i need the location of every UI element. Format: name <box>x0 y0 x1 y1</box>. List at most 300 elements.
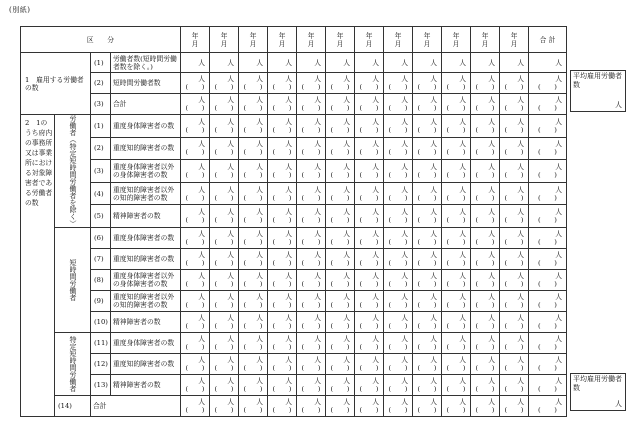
section1-label: 1 雇用する労働者の数 <box>21 53 91 115</box>
month-value-cell[interactable] <box>413 182 442 205</box>
month-value-cell[interactable] <box>297 182 326 205</box>
month-value-cell[interactable] <box>181 375 210 396</box>
paren-value: ( ) <box>272 301 292 309</box>
total-value-cell[interactable] <box>529 291 567 312</box>
month-value-cell[interactable] <box>384 73 413 94</box>
month-value-cell[interactable] <box>355 249 384 270</box>
month-value-cell[interactable] <box>297 73 326 94</box>
month-value-cell[interactable] <box>355 396 384 417</box>
month-value-cell[interactable] <box>239 73 268 94</box>
month-header <box>268 27 297 53</box>
person-unit: 人 <box>227 251 234 259</box>
total-value-cell[interactable] <box>529 270 567 291</box>
month-value-cell[interactable] <box>355 205 384 228</box>
month-value-cell[interactable] <box>413 396 442 417</box>
person-unit: 人 <box>555 293 562 301</box>
paren-value: ( ) <box>272 385 292 393</box>
month-value-cell[interactable] <box>442 354 471 375</box>
person-unit: 人 <box>198 162 205 171</box>
person-unit: 人 <box>488 377 495 385</box>
month-value-cell[interactable] <box>268 249 297 270</box>
person-unit: 人 <box>372 208 379 217</box>
month-value-cell[interactable] <box>239 375 268 396</box>
month-value-cell[interactable] <box>268 205 297 228</box>
month-value-cell[interactable] <box>210 73 239 94</box>
person-unit: 人 <box>314 162 321 171</box>
row-number: (14) <box>55 396 91 417</box>
paren-value: ( ) <box>388 301 408 309</box>
month-value-cell[interactable] <box>268 270 297 291</box>
total-value-cell[interactable] <box>529 115 567 138</box>
person-unit: 人 <box>430 272 437 280</box>
row-description: 合計 <box>111 94 181 115</box>
month-value-cell[interactable] <box>326 312 355 333</box>
month-value-cell[interactable] <box>500 160 529 183</box>
month-value-cell[interactable] <box>355 53 384 73</box>
group-groupA <box>55 115 91 228</box>
paren-value: ( ) <box>272 259 292 267</box>
month-label: 月 <box>249 39 257 48</box>
month-value-cell[interactable] <box>210 249 239 270</box>
month-value-cell[interactable] <box>326 182 355 205</box>
month-value-cell[interactable] <box>442 333 471 354</box>
month-value-cell[interactable] <box>297 205 326 228</box>
month-value-cell[interactable] <box>500 333 529 354</box>
month-value-cell[interactable] <box>181 291 210 312</box>
month-value-cell[interactable] <box>471 291 500 312</box>
month-value-cell[interactable] <box>326 205 355 228</box>
month-value-cell[interactable] <box>471 115 500 138</box>
month-value-cell[interactable] <box>268 137 297 160</box>
person-unit: 人 <box>227 335 234 343</box>
month-value-cell[interactable] <box>326 354 355 375</box>
month-value-cell[interactable] <box>500 53 529 73</box>
month-value-cell[interactable] <box>297 312 326 333</box>
paren-value: ( ) <box>475 238 495 246</box>
month-value-cell[interactable] <box>239 270 268 291</box>
month-value-cell[interactable] <box>210 312 239 333</box>
month-value-cell[interactable] <box>239 137 268 160</box>
month-value-cell[interactable] <box>355 354 384 375</box>
month-value-cell[interactable] <box>297 396 326 417</box>
month-value-cell[interactable] <box>384 333 413 354</box>
month-value-cell[interactable] <box>355 73 384 94</box>
month-value-cell[interactable] <box>181 249 210 270</box>
month-value-cell[interactable] <box>326 249 355 270</box>
month-value-cell[interactable] <box>268 312 297 333</box>
month-value-cell[interactable] <box>500 94 529 115</box>
month-value-cell[interactable] <box>268 354 297 375</box>
month-value-cell[interactable] <box>268 115 297 138</box>
month-value-cell[interactable] <box>326 375 355 396</box>
month-value-cell[interactable] <box>384 53 413 73</box>
month-value-cell[interactable] <box>239 396 268 417</box>
month-value-cell[interactable] <box>268 182 297 205</box>
row-description: 重度身体障害者の数 <box>111 333 181 354</box>
month-value-cell[interactable] <box>210 396 239 417</box>
person-unit: 人 <box>401 314 408 322</box>
month-value-cell[interactable] <box>210 115 239 138</box>
paren-value: ( ) <box>417 238 437 246</box>
month-value-cell[interactable] <box>413 249 442 270</box>
total-value-cell[interactable] <box>529 205 567 228</box>
month-value-cell[interactable] <box>210 270 239 291</box>
month-value-cell[interactable] <box>239 182 268 205</box>
paren-value: ( ) <box>359 343 379 351</box>
paren-value: ( ) <box>185 170 205 179</box>
month-value-cell[interactable] <box>413 137 442 160</box>
total-value-cell[interactable] <box>529 396 567 417</box>
person-unit: 人 <box>227 314 234 322</box>
month-value-cell[interactable] <box>210 291 239 312</box>
month-value-cell[interactable] <box>181 205 210 228</box>
month-value-cell[interactable] <box>239 115 268 138</box>
paren-value: ( ) <box>214 238 234 246</box>
table-row <box>21 160 567 183</box>
month-value-cell[interactable] <box>297 94 326 115</box>
month-value-cell[interactable] <box>181 228 210 249</box>
month-value-cell[interactable] <box>442 115 471 138</box>
person-unit: 人 <box>285 251 292 259</box>
month-value-cell[interactable] <box>442 53 471 73</box>
month-value-cell[interactable] <box>384 354 413 375</box>
total-value-cell[interactable] <box>529 182 567 205</box>
month-value-cell[interactable] <box>239 312 268 333</box>
month-value-cell[interactable] <box>471 375 500 396</box>
month-value-cell[interactable] <box>239 160 268 183</box>
total-value-cell[interactable] <box>529 137 567 160</box>
month-value-cell[interactable] <box>326 333 355 354</box>
person-unit: 人 <box>430 185 437 194</box>
month-value-cell[interactable] <box>442 375 471 396</box>
month-value-cell[interactable] <box>500 182 529 205</box>
month-value-cell[interactable] <box>239 94 268 115</box>
month-value-cell[interactable] <box>442 270 471 291</box>
month-value-cell[interactable] <box>500 115 529 138</box>
month-value-cell[interactable] <box>210 160 239 183</box>
month-value-cell[interactable] <box>442 160 471 183</box>
month-value-cell[interactable] <box>442 73 471 94</box>
month-value-cell[interactable] <box>181 53 210 73</box>
month-value-cell[interactable] <box>181 73 210 94</box>
month-value-cell[interactable] <box>442 182 471 205</box>
total-value-cell[interactable] <box>529 228 567 249</box>
month-value-cell[interactable] <box>355 115 384 138</box>
month-value-cell[interactable] <box>413 333 442 354</box>
paren-value: ( ) <box>538 343 557 351</box>
person-unit: 人 <box>256 117 263 126</box>
paren-value: ( ) <box>301 385 321 393</box>
month-value-cell[interactable] <box>210 375 239 396</box>
paren-value: ( ) <box>446 364 466 372</box>
month-value-cell[interactable] <box>326 270 355 291</box>
month-value-cell[interactable] <box>326 94 355 115</box>
month-label: 月 <box>481 39 489 48</box>
month-value-cell[interactable] <box>181 333 210 354</box>
person-unit: 人 <box>343 117 350 126</box>
month-value-cell[interactable] <box>413 205 442 228</box>
month-value-cell[interactable] <box>326 115 355 138</box>
month-value-cell[interactable] <box>239 249 268 270</box>
month-value-cell[interactable] <box>268 375 297 396</box>
month-value-cell[interactable] <box>210 333 239 354</box>
average-workers-unit-2: 人 <box>615 400 622 408</box>
paren-value: ( ) <box>446 385 466 393</box>
month-value-cell[interactable] <box>413 354 442 375</box>
paren-value: ( ) <box>301 216 321 225</box>
year-label: 年 <box>191 31 199 40</box>
month-value-cell[interactable] <box>384 396 413 417</box>
month-value-cell[interactable] <box>384 115 413 138</box>
month-value-cell[interactable] <box>442 94 471 115</box>
month-value-cell[interactable] <box>297 228 326 249</box>
month-value-cell[interactable] <box>181 312 210 333</box>
month-value-cell[interactable] <box>384 94 413 115</box>
month-value-cell[interactable] <box>355 182 384 205</box>
month-value-cell[interactable] <box>413 94 442 115</box>
month-value-cell[interactable] <box>355 270 384 291</box>
month-value-cell[interactable] <box>384 270 413 291</box>
month-value-cell[interactable] <box>210 205 239 228</box>
person-unit: 人 <box>555 96 562 104</box>
month-value-cell[interactable] <box>297 160 326 183</box>
month-value-cell[interactable] <box>442 312 471 333</box>
month-value-cell[interactable] <box>297 137 326 160</box>
person-unit: 人 <box>227 140 234 149</box>
month-value-cell[interactable] <box>181 182 210 205</box>
person-unit: 人 <box>517 185 524 194</box>
month-value-cell[interactable] <box>471 396 500 417</box>
month-value-cell[interactable] <box>181 137 210 160</box>
month-value-cell[interactable] <box>471 205 500 228</box>
month-value-cell[interactable] <box>500 375 529 396</box>
month-value-cell[interactable] <box>500 312 529 333</box>
month-value-cell[interactable] <box>326 137 355 160</box>
paren-value: ( ) <box>243 280 263 288</box>
month-value-cell[interactable] <box>500 73 529 94</box>
total-value-cell[interactable] <box>529 160 567 183</box>
paren-value: ( ) <box>504 259 524 267</box>
month-value-cell[interactable] <box>181 160 210 183</box>
paren-value: ( ) <box>301 322 321 330</box>
person-unit: 人 <box>401 356 408 364</box>
month-value-cell[interactable] <box>442 228 471 249</box>
month-value-cell[interactable] <box>413 375 442 396</box>
month-value-cell[interactable] <box>471 53 500 73</box>
month-value-cell[interactable] <box>471 160 500 183</box>
month-value-cell[interactable] <box>500 228 529 249</box>
person-unit: 人 <box>314 314 321 322</box>
month-value-cell[interactable] <box>413 160 442 183</box>
month-value-cell[interactable] <box>239 354 268 375</box>
paren-value: ( ) <box>185 259 205 267</box>
row-description: 精神障害者の数 <box>111 205 181 228</box>
month-value-cell[interactable] <box>384 205 413 228</box>
person-unit: 人 <box>430 335 437 343</box>
month-value-cell[interactable] <box>471 182 500 205</box>
month-value-cell[interactable] <box>384 137 413 160</box>
month-value-cell[interactable] <box>210 182 239 205</box>
month-value-cell[interactable] <box>326 160 355 183</box>
month-value-cell[interactable] <box>413 115 442 138</box>
month-value-cell[interactable] <box>413 291 442 312</box>
row-description: 合計 <box>91 396 181 417</box>
person-unit: 人 <box>198 117 205 126</box>
month-value-cell[interactable] <box>384 249 413 270</box>
month-value-cell[interactable] <box>355 375 384 396</box>
month-value-cell[interactable] <box>210 53 239 73</box>
month-value-cell[interactable] <box>471 333 500 354</box>
paren-value: ( ) <box>417 104 437 112</box>
paren-value: ( ) <box>538 216 557 225</box>
month-value-cell[interactable] <box>500 270 529 291</box>
paren-value: ( ) <box>504 125 524 134</box>
month-value-cell[interactable] <box>268 160 297 183</box>
month-value-cell[interactable] <box>471 270 500 291</box>
month-value-cell[interactable] <box>297 291 326 312</box>
paren-value: ( ) <box>504 83 524 91</box>
month-value-cell[interactable] <box>471 354 500 375</box>
total-value-cell[interactable] <box>529 375 567 396</box>
month-value-cell[interactable] <box>297 115 326 138</box>
month-value-cell[interactable] <box>442 291 471 312</box>
month-value-cell[interactable] <box>210 354 239 375</box>
person-unit: 人 <box>285 208 292 217</box>
month-value-cell[interactable] <box>181 94 210 115</box>
month-value-cell[interactable] <box>471 312 500 333</box>
person-unit: 人 <box>401 272 408 280</box>
paren-value: ( ) <box>475 148 495 157</box>
month-value-cell[interactable] <box>181 354 210 375</box>
month-value-cell[interactable] <box>297 53 326 73</box>
month-value-cell[interactable] <box>384 291 413 312</box>
month-value-cell[interactable] <box>239 333 268 354</box>
month-value-cell[interactable] <box>210 94 239 115</box>
month-value-cell[interactable] <box>413 73 442 94</box>
month-value-cell[interactable] <box>297 270 326 291</box>
total-value-cell[interactable] <box>529 53 567 73</box>
paren-value: ( ) <box>185 343 205 351</box>
person-unit: 人 <box>198 208 205 217</box>
month-value-cell[interactable] <box>297 375 326 396</box>
month-value-cell[interactable] <box>326 291 355 312</box>
total-value-cell[interactable] <box>529 354 567 375</box>
month-value-cell[interactable] <box>355 312 384 333</box>
month-value-cell[interactable] <box>268 228 297 249</box>
month-value-cell[interactable] <box>326 73 355 94</box>
month-value-cell[interactable] <box>239 205 268 228</box>
paren-value: ( ) <box>301 170 321 179</box>
month-value-cell[interactable] <box>297 354 326 375</box>
month-value-cell[interactable] <box>355 228 384 249</box>
month-value-cell[interactable] <box>297 249 326 270</box>
month-value-cell[interactable] <box>384 228 413 249</box>
month-value-cell[interactable] <box>471 73 500 94</box>
month-value-cell[interactable] <box>326 396 355 417</box>
month-value-cell[interactable] <box>297 333 326 354</box>
month-header <box>442 27 471 53</box>
month-value-cell[interactable] <box>268 291 297 312</box>
month-value-cell[interactable] <box>442 396 471 417</box>
month-value-cell[interactable] <box>500 249 529 270</box>
month-value-cell[interactable] <box>442 249 471 270</box>
month-value-cell[interactable] <box>384 375 413 396</box>
paren-value: ( ) <box>359 193 379 202</box>
month-value-cell[interactable] <box>500 354 529 375</box>
month-value-cell[interactable] <box>471 94 500 115</box>
month-value-cell[interactable] <box>384 182 413 205</box>
month-value-cell[interactable] <box>268 396 297 417</box>
person-unit: 人 <box>372 335 379 343</box>
total-value-cell[interactable] <box>529 333 567 354</box>
month-value-cell[interactable] <box>500 205 529 228</box>
paren-value: ( ) <box>475 170 495 179</box>
month-value-cell[interactable] <box>239 53 268 73</box>
row-description: 重度知的障害者の数 <box>111 354 181 375</box>
month-value-cell[interactable] <box>355 333 384 354</box>
total-value-cell[interactable] <box>529 73 567 94</box>
month-value-cell[interactable] <box>442 137 471 160</box>
month-value-cell[interactable] <box>239 228 268 249</box>
total-value-cell[interactable] <box>529 94 567 115</box>
month-value-cell[interactable] <box>355 291 384 312</box>
month-value-cell[interactable] <box>326 228 355 249</box>
person-unit: 人 <box>314 398 321 406</box>
month-value-cell[interactable] <box>355 94 384 115</box>
month-value-cell[interactable] <box>500 396 529 417</box>
month-value-cell[interactable] <box>210 228 239 249</box>
month-value-cell[interactable] <box>268 73 297 94</box>
row-description: 重度知的障害者の数 <box>111 137 181 160</box>
person-unit: 人 <box>314 140 321 149</box>
total-value-cell[interactable] <box>529 249 567 270</box>
month-value-cell[interactable] <box>384 312 413 333</box>
paren-value: ( ) <box>185 125 205 134</box>
person-unit: 人 <box>285 356 292 364</box>
person-unit: 人 <box>314 208 321 217</box>
month-value-cell[interactable] <box>268 94 297 115</box>
month-value-cell[interactable] <box>268 333 297 354</box>
total-value-cell[interactable] <box>529 312 567 333</box>
month-value-cell[interactable] <box>471 249 500 270</box>
month-value-cell[interactable] <box>326 53 355 73</box>
month-value-cell[interactable] <box>268 53 297 73</box>
person-unit: 人 <box>314 251 321 259</box>
month-value-cell[interactable] <box>442 205 471 228</box>
month-value-cell[interactable] <box>355 137 384 160</box>
paren-value: ( ) <box>214 148 234 157</box>
month-value-cell[interactable] <box>210 137 239 160</box>
person-unit: 人 <box>343 356 350 364</box>
month-value-cell[interactable] <box>181 115 210 138</box>
month-value-cell[interactable] <box>471 137 500 160</box>
month-value-cell[interactable] <box>500 137 529 160</box>
month-value-cell[interactable] <box>500 291 529 312</box>
month-value-cell[interactable] <box>355 160 384 183</box>
person-unit: 人 <box>459 58 466 67</box>
month-value-cell[interactable] <box>384 160 413 183</box>
person-unit: 人 <box>430 356 437 364</box>
paren-value: ( ) <box>504 406 524 414</box>
month-value-cell[interactable] <box>239 291 268 312</box>
month-value-cell[interactable] <box>413 228 442 249</box>
month-value-cell[interactable] <box>471 228 500 249</box>
month-value-cell[interactable] <box>413 53 442 73</box>
month-value-cell[interactable] <box>413 270 442 291</box>
month-value-cell[interactable] <box>413 312 442 333</box>
month-value-cell[interactable] <box>181 396 210 417</box>
month-value-cell[interactable] <box>181 270 210 291</box>
